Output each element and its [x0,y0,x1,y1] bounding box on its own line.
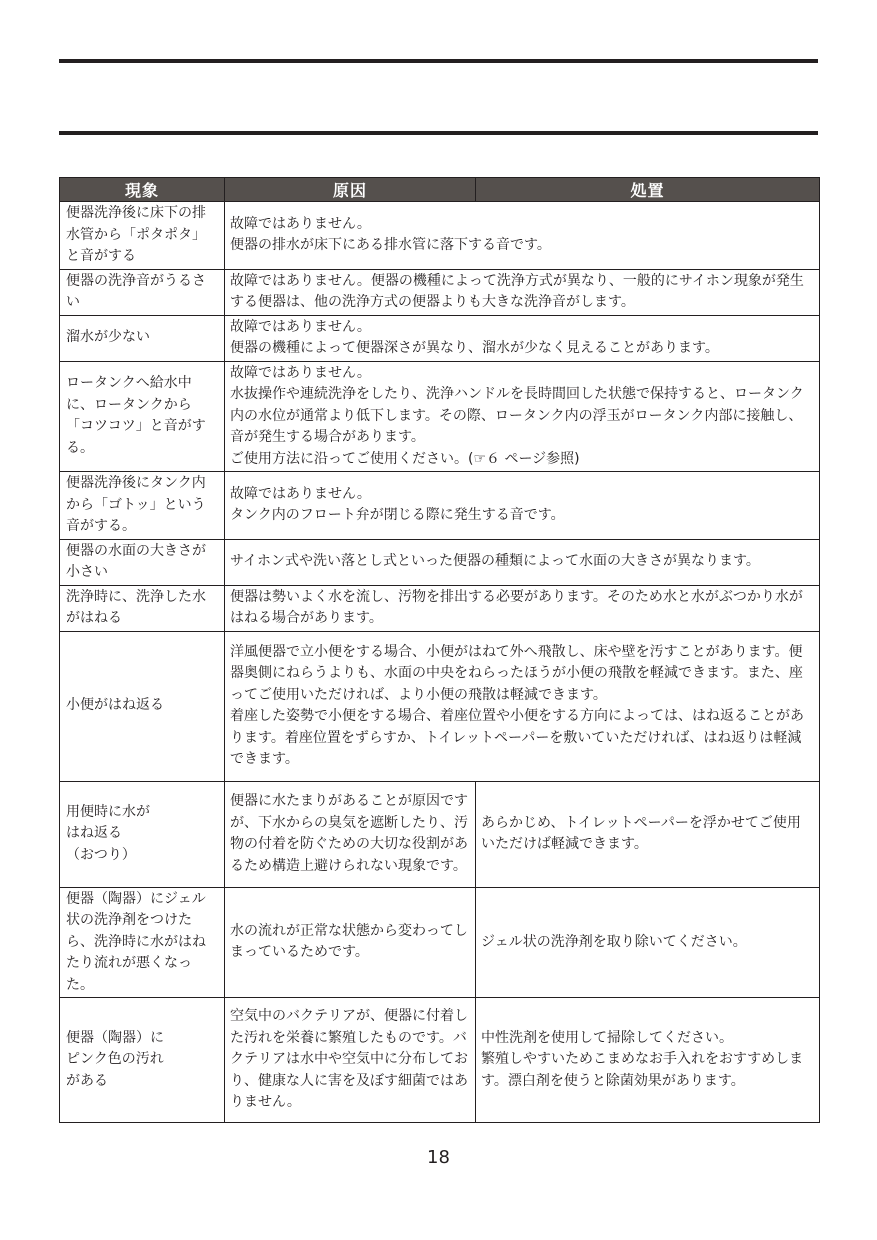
table-row [60,998,820,1123]
table-row [60,585,820,631]
header-phenomenon: 現象 [60,178,225,202]
table-row [60,631,820,781]
phenomenon-cell: 便器（陶器）に ピンク色の汚れ がある [60,998,225,1123]
phenomenon-cell: ロータンクへ給水中に、ロータンクから「コツコツ」と音がする。 [60,361,225,472]
table-row [60,472,820,540]
header-remedy: 処置 [476,178,820,202]
table-row [60,781,820,887]
phenomenon-cell: 便器洗浄後に床下の排水管から「ポタポタ」と音がする [60,202,225,270]
remedy-cell: ジェル状の洗浄剤を取り除いてください。 [476,887,820,998]
table-row [60,361,820,472]
cause-cell: 故障ではありません。 便器の機種によって便器深さが異なり、溜水が少なく見えることがあります。 [225,315,820,361]
phenomenon-cell: 便器の洗浄音がうるさい [60,269,225,315]
table-row [60,539,820,585]
cause-cell: 故障ではありません。 便器の排水が床下にある排水管に落下する音です。 [225,202,820,270]
cause-cell: 空気中のバクテリアが、便器に付着した汚れを栄養に繁殖したものです。バクテリアは水中や空気中に分布しており、健康な人に害を及ぼす細菌ではありません。 [225,998,476,1123]
header-cause: 原因 [225,178,476,202]
top-rule [59,59,818,63]
cause-cell: 洋風便器で立小便をする場合、小便がはねて外へ飛散し、床や壁を汚すことがあります。便器奥側にねらうよりも、水面の中央をねらったほうが小便の飛散を軽減できます。また、座ってご使用いただければ、より小便の飛散は軽減できます。 着座した姿勢で小便をする場合、着座位置や小便をする方向によっては、はね返ることがあります。着座位置をずらすか、トイレットペーパーを敷いていただければ、はね返りは軽減できます。 [225,631,820,781]
cause-cell: 故障ではありません。 タンク内のフロート弁が閉じる際に発生する音です。 [225,472,820,540]
cause-cell: 故障ではありません。便器の機種によって洗浄方式が異なり、一般的にサイホン現象が発生する便器は、他の洗浄方式の便器よりも大きな洗浄音がします。 [225,269,820,315]
table-row [60,202,820,270]
cause-cell: 水の流れが正常な状態から変わってしまっているためです。 [225,887,476,998]
phenomenon-cell: 洗浄時に、洗浄した水がはねる [60,585,225,631]
table-row [60,269,820,315]
cause-cell: 便器に水たまりがあることが原因ですが、下水からの臭気を遮断したり、汚物の付着を防ぐための大切な役割があるため構造上避けられない現象です。 [225,781,476,887]
phenomenon-cell: 便器（陶器）にジェル状の洗浄剤をつけたら、洗浄時に水がはねたり流れが悪くなった。 [60,887,225,998]
second-rule [59,131,818,135]
phenomenon-cell: 用便時に水が はね返る （おつり） [60,781,225,887]
remedy-cell: 中性洗剤を使用して掃除してください。 繁殖しやすいためこまめなお手入れをおすすめします。漂白剤を使うと除菌効果があります。 [476,998,820,1123]
phenomenon-cell: 便器洗浄後にタンク内から「ゴトッ」という音がする。 [60,472,225,540]
page-number: 18 [427,1147,450,1168]
table-header-row [60,178,820,202]
troubleshooting-table [59,177,820,1123]
cause-cell: 故障ではありません。 水抜操作や連続洗浄をしたり、洗浄ハンドルを長時間回した状態で保持すると、ロータンク内の水位が通常より低下します。その際、ロータンク内の浮玉がロータンク内部に接触し、音が発生する場合があります。 ご使用方法に沿ってご使用ください。(☞６ ページ参照) [225,361,820,472]
cause-cell: サイホン式や洗い落とし式といった便器の種類によって水面の大きさが異なります。 [225,539,820,585]
remedy-cell: あらかじめ、トイレットペーパーを浮かせてご使用いただけば軽減できます。 [476,781,820,887]
phenomenon-cell: 便器の水面の大きさが小さい [60,539,225,585]
phenomenon-cell: 溜水が少ない [60,315,225,361]
phenomenon-cell: 小便がはね返る [60,631,225,781]
table-row [60,315,820,361]
table-row [60,887,820,998]
cause-cell: 便器は勢いよく水を流し、汚物を排出する必要があります。そのため水と水がぶつかり水がはねる場合があります。 [225,585,820,631]
